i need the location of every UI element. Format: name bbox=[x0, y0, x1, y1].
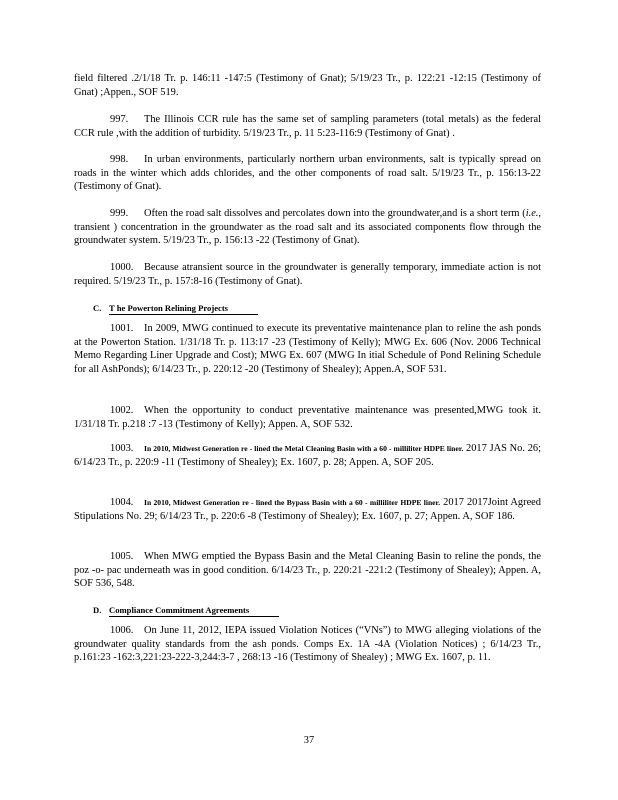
section-title: Compliance Commitment Agreements bbox=[109, 604, 279, 617]
paragraph-text: The Illinois CCR rule has the same set of sampling parameters (total metals) as the federal CCR rule ,with the addition of turbidity. 5/19/23 Tr., p. 11 5:23-116:9 (Testimony of Gnat) . bbox=[74, 114, 541, 139]
paragraph-text: 2017 2017Joint Agreed Stipulations No. 29; 6/14/23 Tr., p. 220:6 -8 (Testimony of Shealey); Ex. 1607, p. 27; Appen. A, SOF 186. bbox=[74, 497, 541, 522]
page-number: 37 bbox=[303, 735, 315, 746]
paragraph-text: field filtered .2/1/18 Tr. p. 146:11 -147:5 (Testimony of Gnat); 5/19/23 Tr., p. 122:21 -12:15 (Testimony of Gnat) ;Appen., SOF 519. bbox=[74, 73, 541, 98]
paragraph-number: 1002. bbox=[110, 405, 134, 416]
paragraph-text-bold: In 2010, Midwest Generation re - lined the Metal Cleaning Basin with a 60 - milliliter HDPE liner. bbox=[144, 444, 464, 453]
paragraph-number: 998. bbox=[110, 154, 129, 165]
paragraph-number: 1000. bbox=[110, 262, 134, 273]
paragraph-number: 999. bbox=[110, 208, 129, 219]
paragraph-text: On June 11, 2012, IEPA issued Violation Notices (“VNs”) to MWG alleging violations of the groundwater quality standards from the ash ponds. Comps Ex. 1A -4A (Violation Notices) ; 6/14/23 Tr., p.161:23 -162:3,221:23-222-3,244:3-7 , 268:13 -16 (Testimony of Shealey) ; MWG Ex. 1607, p. 11. bbox=[74, 625, 541, 664]
paragraph-1000 bbox=[74, 261, 541, 288]
paragraph-number: 1003. bbox=[110, 443, 134, 454]
paragraph-999 bbox=[74, 207, 541, 248]
paragraph-998 bbox=[74, 153, 541, 194]
paragraph-1006 bbox=[74, 624, 541, 665]
paragraph-1001 bbox=[74, 322, 541, 376]
paragraph-text: 2017 JAS No. 26; 6/14/23 Tr., p. 220:9 -11 (Testimony of Shealey); Ex. 1607, p. 28; Appen. A, SOF 205. bbox=[74, 443, 541, 468]
paragraph-number: 1006. bbox=[110, 625, 134, 636]
section-heading-c bbox=[93, 302, 258, 315]
paragraph-text: transient ) concentration in the groundwater as the road salt and its associated components flow through the groundwater system. 5/19/23 Tr., p. 156:13 -22 (Testimony of Gnat). bbox=[74, 221, 541, 247]
paragraph-997 bbox=[74, 113, 541, 140]
paragraph-text: When the opportunity to conduct preventative maintenance was presented,MWG took it. 1/31/18 Tr. p.218 :7 -13 (Testimony of Kelly); Appen. A, SOF 532. bbox=[74, 405, 541, 430]
section-heading-d bbox=[93, 604, 279, 617]
paragraph-text: Because atransient source in the groundwater is generally temporary, immediate action is not required. 5/19/23 Tr., p. 157:8-16 (Testimony of Gnat). bbox=[74, 262, 541, 287]
paragraph-text: When MWG emptied the Bypass Basin and the Metal Cleaning Basin to reline the ponds, the poz -o- pac underneath was in good condition. 6/14/23 Tr., p. 220:21 -221:2 (Testimony of Shealey); Appen. A, SOF 536, 548. bbox=[74, 551, 541, 590]
paragraph-1005 bbox=[74, 550, 541, 591]
paragraph-text-bold: In 2010, Midwest Generation re - lined the Bypass Basin with a 60 - milliliter HDPE liner. bbox=[144, 498, 441, 507]
paragraph-number: 1004. bbox=[110, 497, 134, 508]
section-letter: D. bbox=[93, 605, 102, 615]
paragraph-number: 1001. bbox=[110, 323, 134, 334]
paragraph-number: 1005. bbox=[110, 551, 134, 562]
paragraph-text: Often the road salt dissolves and percolates down into the groundwater,and is a short term ( bbox=[144, 208, 526, 219]
paragraph-1004 bbox=[74, 496, 541, 523]
paragraph-1002 bbox=[74, 404, 541, 431]
paragraph-1003 bbox=[74, 442, 541, 469]
section-letter: C. bbox=[93, 303, 102, 313]
paragraph-number: 997. bbox=[110, 114, 129, 125]
italic-text: i.e., bbox=[525, 208, 541, 219]
section-title: T he Powerton Relining Projects bbox=[109, 302, 258, 315]
paragraph-text: In 2009, MWG continued to execute its preventative maintenance plan to reline the ash ponds at the Powerton Station. 1/31/18 Tr. p. 113:17 -23 (Testimony of Kelly); MWG Ex. 606 (Nov. 2006 Technical Memo Regarding Liner Upgrade and Cost); MWG Ex. 607 (MWG In itial Schedule of Pond Relining Schedule for all AshPonds); 6/14/23 Tr., p. 220:12 -20 (Testimony of Shealey); Appen.A, SOF 531. bbox=[74, 323, 541, 375]
paragraph-continuation bbox=[74, 72, 541, 99]
paragraph-text: In urban environments, particularly northern urban environments, salt is typically spread on roads in the winter which adds chlorides, and the other components of road salt. 5/19/23 Tr., p. 156:13-22 (Testimony of Gnat). bbox=[74, 154, 541, 193]
